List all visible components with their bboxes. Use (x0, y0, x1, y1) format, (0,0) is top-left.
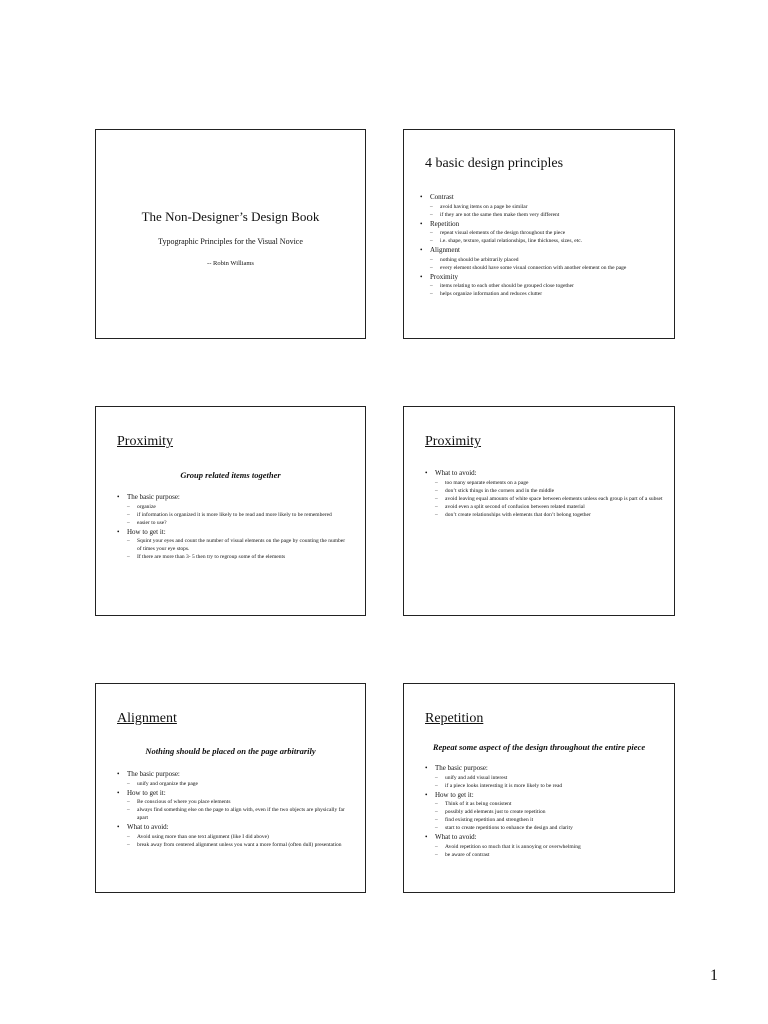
sub-bullet-list (127, 780, 349, 788)
slide-proximity-purpose (95, 406, 366, 616)
slide-heading: Alignment (117, 711, 177, 726)
sub-bullet-item: – unify and organize the page (127, 780, 349, 788)
sub-bullet-list (127, 503, 349, 527)
bullet-text: How to get it: (127, 527, 166, 536)
bullet-text: How to get it: (127, 788, 166, 797)
sub-bullet-item: – don’t create relationships with elements that don’t belong together (435, 511, 663, 519)
bullet-item (420, 193, 660, 219)
sub-bullet-item: – items relating to each other should be grouped close together (430, 282, 660, 290)
sub-bullet-list (435, 479, 663, 519)
sub-bullet-item: – always find something else on the page to align with, even if the two objects are physically far apart (127, 806, 349, 822)
bullet-item (425, 469, 663, 519)
sub-bullet-item: – repeat visual elements of the design throughout the piece (430, 229, 660, 237)
sub-bullet-item: – possibly add elements just to create repetition (435, 808, 663, 816)
bullet-text: How to get it: (435, 790, 474, 799)
sub-bullet-list (430, 282, 660, 298)
sub-bullet-list (127, 537, 349, 561)
sub-bullet-item: – Be conscious of where you place elements (127, 798, 349, 806)
bullet-item (117, 493, 349, 527)
slide-tagline: Nothing should be placed on the page arbitrarily (145, 746, 316, 756)
sub-bullet-list (435, 843, 663, 859)
bullet-text: What to avoid: (435, 833, 477, 841)
sub-bullet-item: – avoid even a split second of confusion between related material (435, 503, 663, 511)
slide-repetition (403, 683, 675, 893)
bullet-text: The basic purpose: (127, 770, 180, 778)
sub-bullet-item: – every element should have some visual connection with another element on the page (430, 264, 660, 272)
sub-bullet-list (435, 774, 663, 790)
bullet-item (117, 789, 349, 823)
bullet-item (420, 273, 660, 299)
sub-bullet-item: – if they are not the same then make them very different (430, 211, 660, 219)
bullet-text: Contrast (430, 193, 454, 201)
sub-bullet-item: – i.e. shape, texture, spatial relationships, line thickness, sizes, etc. (430, 237, 660, 245)
slide-basic-principles (403, 129, 675, 339)
bullet-text: What to avoid: (127, 823, 169, 831)
bullet-item (117, 528, 349, 562)
sub-bullet-item: – organize (127, 503, 349, 511)
bullet-item (420, 246, 660, 272)
sub-bullet-item: – Avoid using more than one text alignment (like I did above) (127, 833, 349, 841)
sub-bullet-item: – If there are more than 3- 5 then try to regroup some of the elements (127, 553, 349, 561)
slide-heading: 4 basic design principles (425, 156, 564, 171)
bullet-item (420, 220, 660, 246)
sub-bullet-item: – start to create repetitions to enhance the design and clarity (435, 824, 663, 832)
page-number: 1 (710, 967, 718, 984)
bullet-list (117, 770, 349, 850)
bullet-list (425, 469, 663, 520)
book-title: The Non-Designer’s Design Book (141, 209, 320, 224)
bullet-item (117, 823, 349, 849)
bullet-text: Repetition (430, 219, 460, 228)
bullet-list (425, 764, 663, 860)
slide-heading: Proximity (117, 434, 174, 449)
bullet-item (117, 770, 349, 788)
sub-bullet-item: – if a piece looks interesting it is more likely to be read (435, 782, 663, 790)
slide-alignment (95, 683, 366, 893)
book-subtitle: Typographic Principles for the Visual Novice (158, 237, 303, 246)
slide-proximity-avoid (403, 406, 675, 616)
sub-bullet-item: – find existing repetition and strengthen it (435, 816, 663, 824)
sub-bullet-item: – break away from centered alignment unless you want a more formal (often dull) presentation (127, 841, 349, 849)
sub-bullet-item: – avoid leaving equal amounts of white space between elements unless each group is part of a subset (435, 495, 663, 503)
sub-bullet-list (430, 203, 660, 219)
bullet-text: What to avoid: (435, 469, 477, 477)
sub-bullet-item: – be aware of contrast (435, 851, 663, 859)
slide-heading: Proximity (425, 434, 482, 449)
bullet-text: Proximity (430, 272, 459, 281)
sub-bullet-item: – don’t stick things in the corners and in the middle (435, 487, 663, 495)
book-author: -- Robin Williams (207, 260, 254, 267)
sub-bullet-list (127, 798, 349, 822)
sub-bullet-item: – unify and add visual interest (435, 774, 663, 782)
sub-bullet-item: – easier to use? (127, 519, 349, 527)
sub-bullet-item: – Think of it as being consistent (435, 800, 663, 808)
bullet-list (420, 193, 660, 299)
sub-bullet-item: – Squint your eyes and count the number of visual elements on the page by counting the number of times your eye stops. (127, 537, 349, 553)
sub-bullet-item: – nothing should be arbitrarily placed (430, 256, 660, 264)
sub-bullet-list (435, 800, 663, 832)
bullet-item (425, 791, 663, 833)
bullet-item (425, 833, 663, 859)
sub-bullet-item: – avoid having items on a page be similar (430, 203, 660, 211)
sub-bullet-list (127, 833, 349, 849)
bullet-text: The basic purpose: (435, 764, 488, 772)
slide-heading: Repetition (425, 711, 484, 726)
bullet-text: The basic purpose: (127, 493, 180, 501)
slide-tagline: Repeat some aspect of the design throughout the entire piece (432, 742, 646, 752)
sub-bullet-item: – helps organize information and reduces clutter (430, 290, 660, 298)
sub-bullet-list (430, 256, 660, 272)
slide-tagline: Group related items together (180, 470, 281, 480)
bullet-list (117, 493, 349, 562)
slide-title-page (95, 129, 366, 339)
sub-bullet-item: – if information is organized it is more likely to be read and more likely to be remembered (127, 511, 349, 519)
sub-bullet-list (430, 229, 660, 245)
bullet-text: Alignment (430, 246, 460, 254)
bullet-item (425, 764, 663, 790)
sub-bullet-item: – too many separate elements on a page (435, 479, 663, 487)
sub-bullet-item: – Avoid repetition so much that it is annoying or overwhelming (435, 843, 663, 851)
